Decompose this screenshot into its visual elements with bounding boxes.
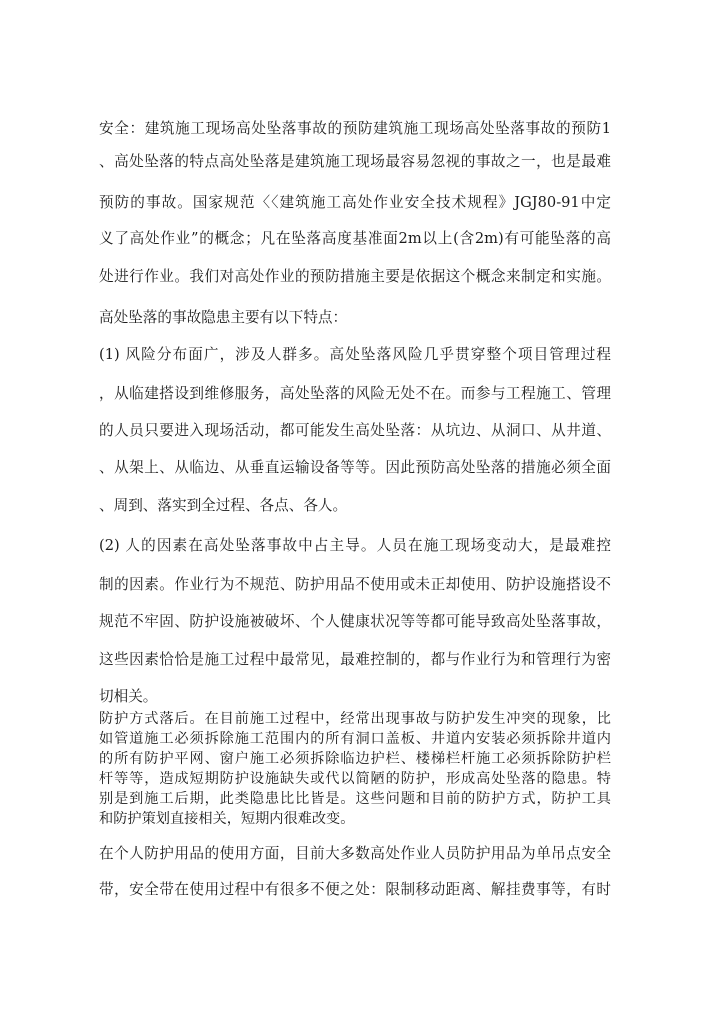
- text-line: 制的因素。作业行为不规范、防护用品不使用或未正却使用、防护设施搭设不: [99, 576, 611, 593]
- text-line: 规范不牢固、防护设施被破坏、个人健康状况等等都可能导致高处坠落事故，: [99, 613, 611, 630]
- text-line: 这些因素恰恰是施工过程中最常见，最难控制的，都与作业行为和管理行为密: [99, 651, 611, 668]
- text-line: 和防护策划直接相关，短期内很难改变。: [99, 811, 355, 827]
- text-line: 如管道施工必须拆除施工范围内的所有洞口盖板、井道内安装必须拆除井道内: [99, 731, 611, 747]
- text-line: 安全：建筑施工现场高处坠落事故的预防建筑施工现场高处坠落事故的预防1: [99, 120, 611, 137]
- text-line: 杆等等，造成短期防护设施缺失或代以简陋的防护，形成高处坠落的隐患。特: [99, 771, 611, 787]
- text-line: 的人员只要进入现场活动，都可能发生高处坠落：从坑边、从洞口、从井道、: [99, 422, 611, 439]
- list-item-2: (2) 人的因素在高处坠落事故中占主导。人员在施工现场变动大，是最难控: [99, 537, 611, 554]
- text-line: 在个人防护用品的使用方面，目前大多数高处作业人员防护用品为单吊点安全: [99, 845, 611, 862]
- text-line: 、高处坠落的特点高处坠落是建筑施工现场最容易忽视的事故之一，也是最难: [99, 153, 611, 170]
- text-line: 预防的事故。国家规范〈〈建筑施工高处作业安全技术规程》JGJ80-91中定: [99, 194, 611, 211]
- text-line: 别是到施工后期，此类隐患比比皆是。这些问题和目前的防护方式，防护工具: [99, 791, 611, 807]
- text-line: 义了高处作业”的概念；凡在坠落高度基准面2m以上(含2m)有可能坠落的高: [99, 230, 611, 247]
- text-line: 切相关。: [99, 688, 158, 705]
- text-line: 高处坠落的事故隐患主要有以下特点：: [99, 309, 348, 326]
- text-line: 的所有防护平网、窗户施工必须拆除临边护栏、楼梯栏杆施工必须拆除防护栏: [99, 751, 611, 767]
- text-line: ，从临建搭设到维修服务，高处坠落的风险无处不在。而参与工程施工、管理: [99, 385, 611, 402]
- text-line: 、周到、落实到全过程、各点、各人。: [99, 497, 348, 514]
- text-line: 防护方式落后。在目前施工过程中，经常出现事故与防护发生冲突的现象，比: [99, 711, 611, 727]
- text-line: 带，安全带在使用过程中有很多不便之处：限制移动距离、解挂费事等，有时: [99, 881, 611, 898]
- text-line: 处进行作业。我们对高处作业的预防措施主要是依据这个概念来制定和实施。: [99, 268, 611, 285]
- list-item-1: (1) 风险分布面广，涉及人群多。高处坠落风险几乎贯穿整个项目管理过程: [99, 346, 611, 363]
- text-line: 、从架上、从临边、从垂直运输设备等等。因此预防高处坠落的措施必须全面: [99, 459, 611, 476]
